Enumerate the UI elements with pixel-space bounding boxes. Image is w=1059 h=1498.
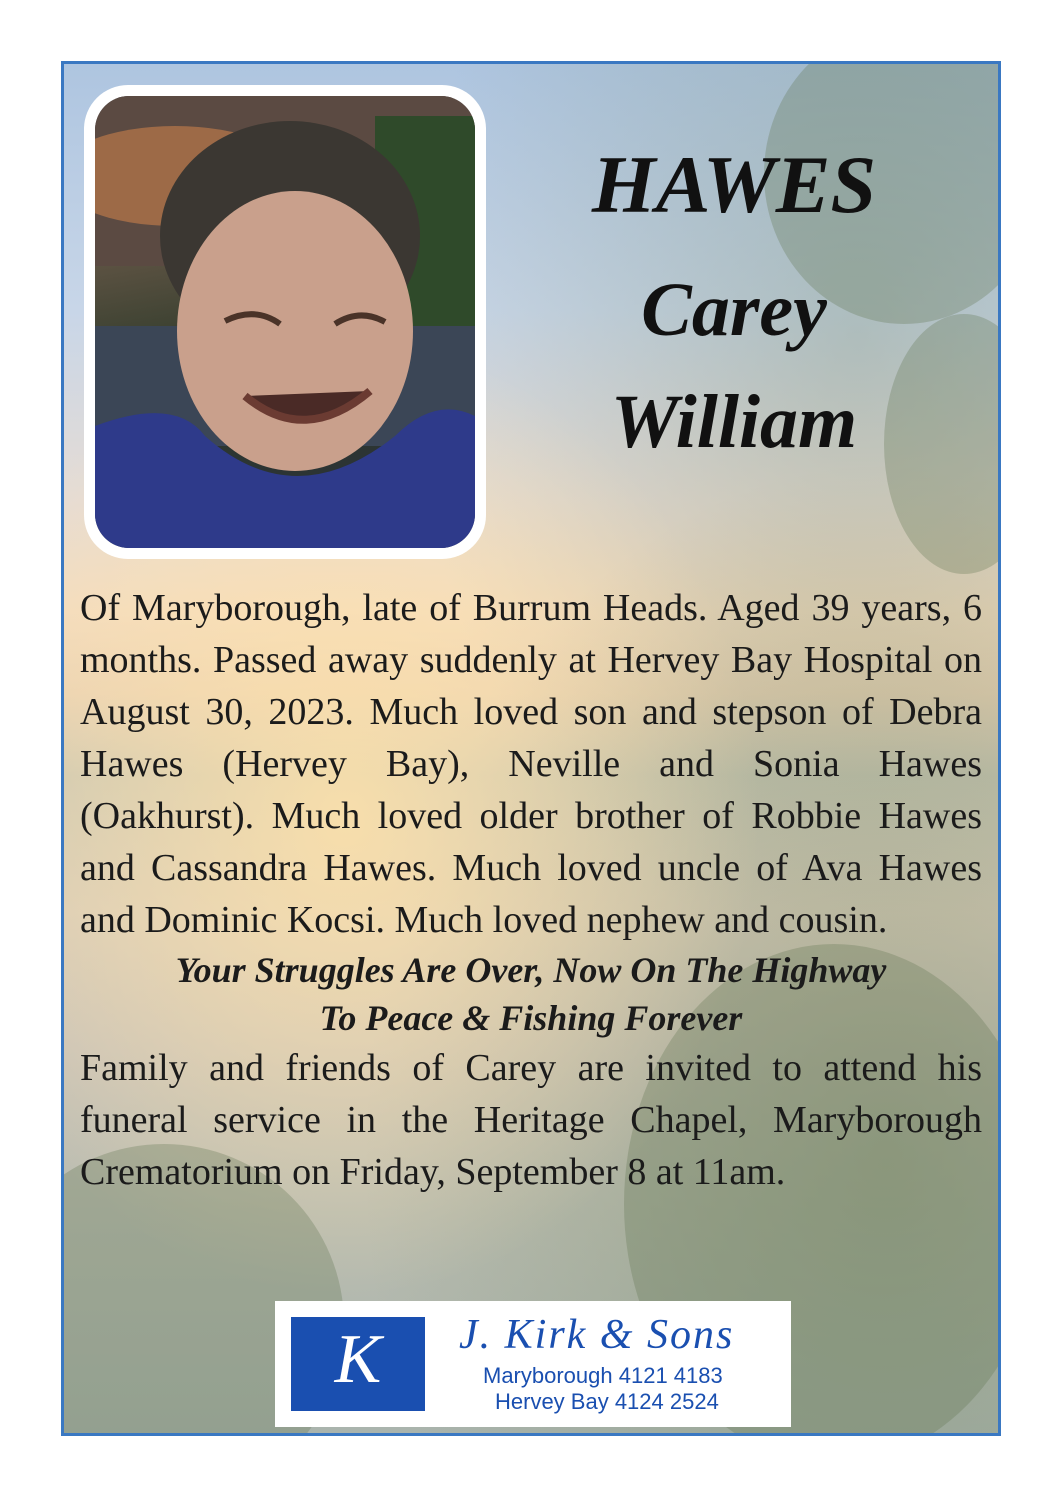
funeral-notice: [61, 61, 1001, 1436]
funeral-director-logo: [275, 1301, 791, 1427]
deceased-name: [514, 139, 954, 464]
notice-paragraph: Of Maryborough, late of Burrum Heads. Aged 39 years, 6 months. Passed away suddenly at Hervey Bay Hospital on August 30, 2023. Much loved son and stepson of Debra Hawes (Hervey Bay), Neville and Sonia Hawes (Oakhurst). Much loved older brother of Robbie Hawes and Cassandra Hawes. Much loved uncle of Ava Hawes and Dominic Kocsi. Much loved nephew and cousin.: [80, 587, 982, 941]
verse: [80, 946, 982, 1042]
portrait-photo-icon: [95, 96, 475, 548]
service-paragraph: Family and friends of Carey are invited to attend his funeral service in the Heritage Chapel, Maryborough Crematorium on Friday, September 8 at 11am.: [80, 1047, 982, 1193]
verse-line: Your Struggles Are Over, Now On The Highway: [175, 950, 887, 990]
maryborough-phone: Maryborough 4121 4183: [483, 1363, 723, 1388]
first-name: Carey: [641, 268, 827, 352]
hervey-bay-phone: Hervey Bay 4124 2524: [495, 1389, 719, 1414]
logo-letter: K: [334, 1321, 382, 1398]
portrait-photo: [95, 96, 475, 548]
funeral-director-name: J. Kirk & Sons: [459, 1312, 735, 1358]
verse-line: To Peace & Fishing Forever: [319, 998, 743, 1038]
notice-body: [80, 582, 982, 1198]
surname: HAWES: [591, 139, 877, 230]
photo-face: [177, 191, 413, 471]
kirk-logo-icon: [291, 1317, 425, 1411]
middle-name: William: [610, 380, 858, 464]
portrait-frame: [84, 85, 486, 559]
